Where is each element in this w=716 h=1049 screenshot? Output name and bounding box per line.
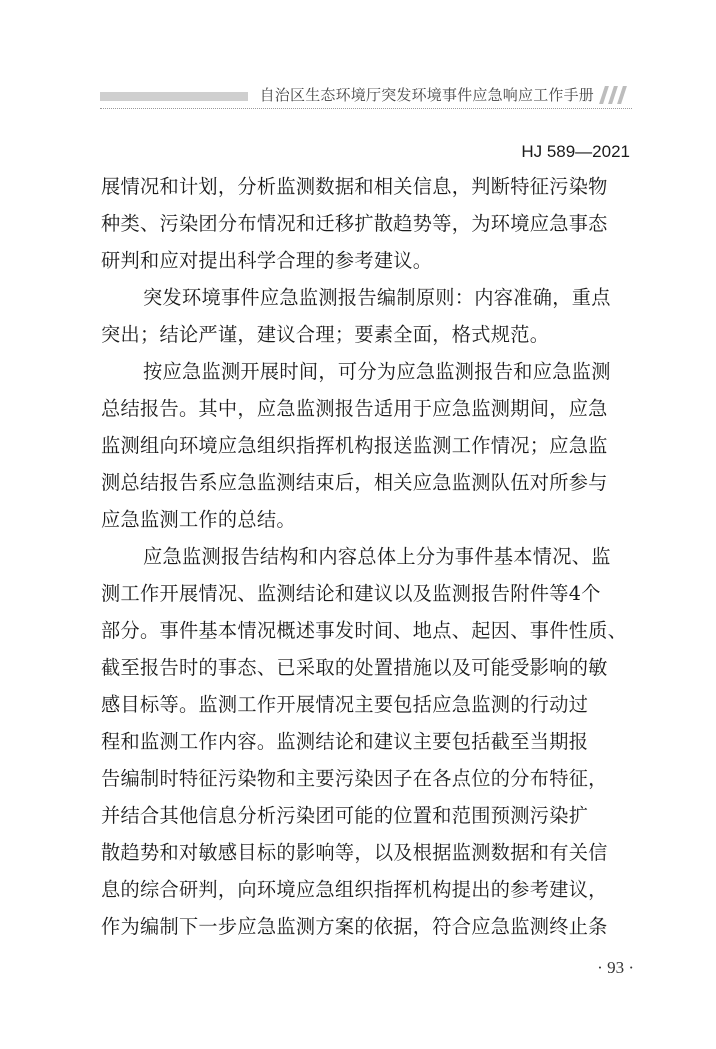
text-line: 告编制时特征污染物和主要污染因子在各点位的分布特征， [101,767,608,790]
text-line: 并结合其他信息分析污染团可能的位置和范围预测污染扩 [101,804,589,827]
standard-code: HJ 589—2021 [521,142,630,161]
paragraph-first-line: 突发环境事件应急监测报告编制原则：内容准确，重点 [143,286,611,309]
running-header-title: 自治区生态环境厅突发环境事件应急响应工作手册 [259,86,594,104]
text-line: 感目标等。监测工作开展情况主要包括应急监测的行动过 [101,693,589,716]
text-line: 研判和应对提出科学合理的参考建议。 [101,249,433,272]
paragraph-first-line: 应急监测报告结构和内容总体上分为事件基本情况、监 [143,545,611,568]
text-line: 突出；结论严谨，建议合理；要素全面，格式规范。 [101,323,550,346]
text-line: 应急监测工作的总结。 [101,508,296,531]
paragraph-first-line: 按应急监测开展时间，可分为应急监测报告和应急监测 [143,360,611,383]
text-line: 息的综合研判，向环境应急组织指挥机构提出的参考建议， [101,878,608,901]
page-number: · 93 · [597,958,634,977]
text-line: 测工作开展情况、监测结论和建议以及监测报告附件等4个 [101,582,601,605]
text-line: 作为编制下一步应急监测方案的依据，符合应急监测终止条 [101,915,608,938]
text-line: 测总结报告系应急监测结束后，相关应急监测队伍对所参与 [101,471,608,494]
text-line: 截至报告时的事态、已采取的处置措施以及可能受影响的敏 [101,656,608,679]
text-line: 部分。事件基本情况概述事发时间、地点、起因、事件性质、 [101,619,628,642]
text-line: 总结报告。其中，应急监测报告适用于应急监测期间，应急 [101,397,608,420]
text-line: 散趋势和对敏感目标的影响等，以及根据监测数据和有关信 [101,841,608,864]
header-dotted-rule [100,108,632,109]
header-slash-decor [598,84,628,106]
text-line: 种类、污染团分布情况和迁移扩散趋势等，为环境应急事态 [101,212,608,235]
text-line: 展情况和计划，分析监测数据和相关信息，判断特征污染物 [101,175,608,198]
text-line: 程和监测工作内容。监测结论和建议主要包括截至当期报 [101,730,589,753]
header-decor-bar [100,92,248,101]
running-header [100,82,632,108]
text-line: 监测组向环境应急组织指挥机构报送监测工作情况；应急监 [101,434,608,457]
body-text [101,168,633,945]
